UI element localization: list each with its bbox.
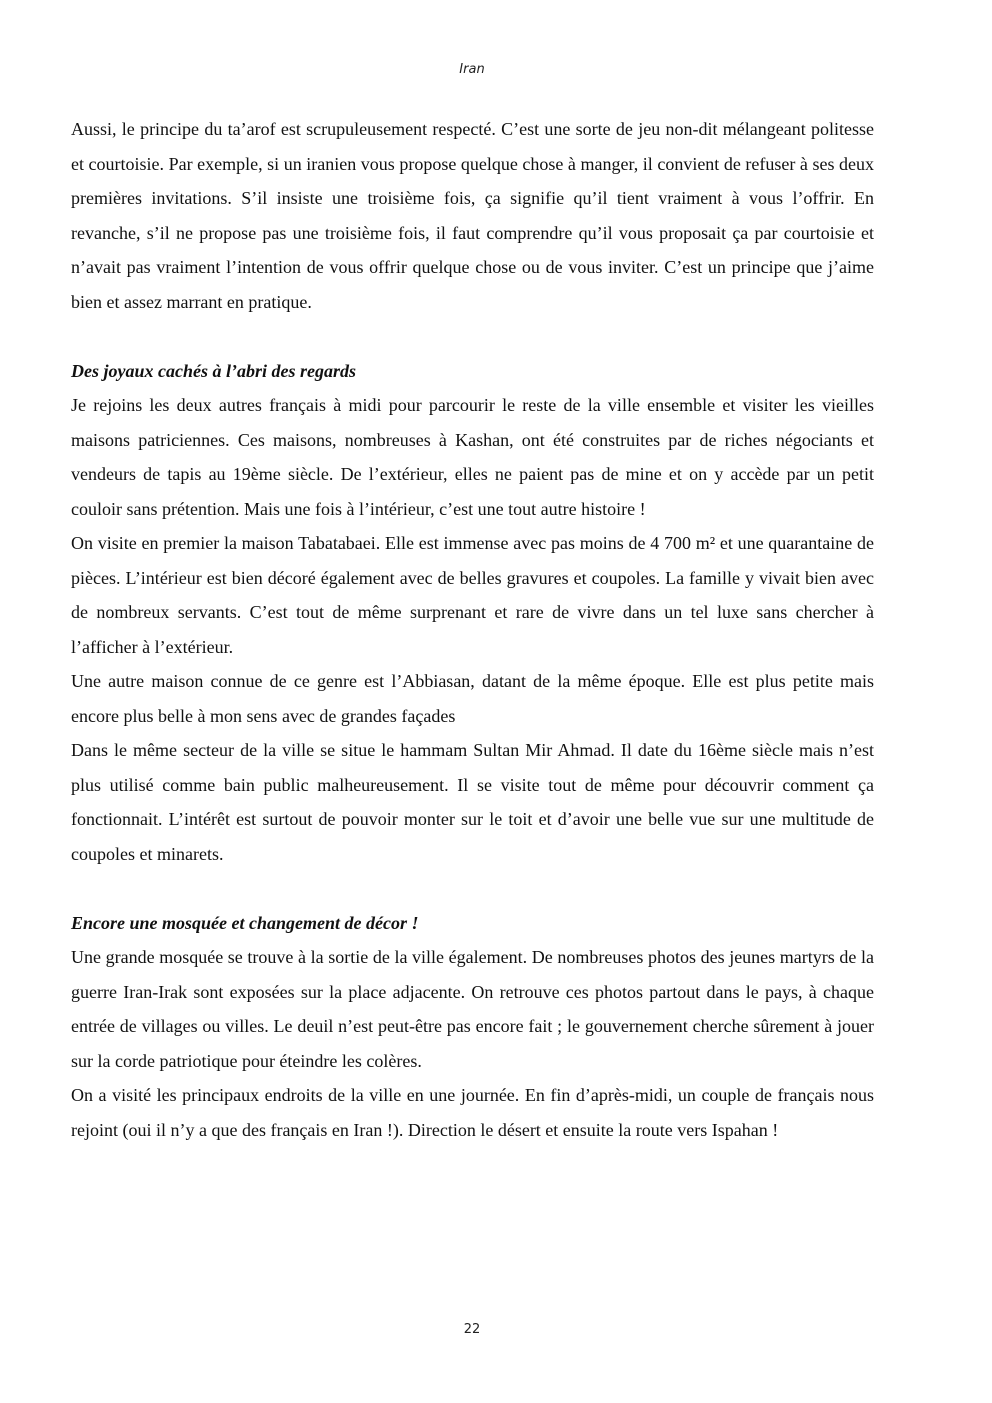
paragraph-mosquee: Une grande mosquée se trouve à la sortie de la ville également. De nombreuses photos des jeunes martyrs de la guerre Iran-Irak sont exposées sur la place adjacente. On retrouve ces photos partout dans le pays, à chaque entrée de villages ou villes. Le deuil n’est peut-être pas encore fait ; le gouvernement cherche sûrement à jouer sur la corde patriotique pour éteindre les colères. bbox=[71, 947, 874, 1071]
paragraph-taarof: Aussi, le principe du ta’arof est scrupuleusement respecté. C’est une sorte de jeu non-dit mélangeant politesse et courtoisie. Par exemple, si un iranien vous propose quelque chose à manger, il convient de refuser à ses deux premières invitations. S’il insiste une troisième fois, ça signifie qu’il tient vraiment à vous l’offrir. En revanche, s’il ne propose pas une troisième fois, il faut comprendre qu’il vous proposait ça par courtoisie et n’avait pas vraiment l’intention de vous offrir quelque chose ou de vous inviter. C’est un principe que j’aime bien et assez marrant en pratique. bbox=[71, 119, 874, 312]
paragraph-tabatabaei: On visite en premier la maison Tabatabaei. Elle est immense avec pas moins de 4 700 m² et une quarantaine de pièces. L’intérieur est bien décoré également avec de belles gravures et coupoles. La famille y vivait bien avec de nombreux servants. C’est tout de même surprenant et rare de vivre dans un tel luxe sans chercher à l’afficher à l’extérieur. bbox=[71, 533, 874, 657]
section-spacer bbox=[71, 871, 874, 906]
paragraph-maisons: Je rejoins les deux autres français à midi pour parcourir le reste de la ville ensemble et visiter les vieilles maisons patriciennes. Ces maisons, nombreuses à Kashan, ont été construites par de riches négociants et vendeurs de tapis au 19ème siècle. De l’extérieur, elles ne paient pas de mine et on y accède par un petit couloir sans prétention. Mais une fois à l’intérieur, c’est une tout autre histoire ! bbox=[71, 395, 874, 519]
section-heading-mosquee: Encore une mosquée et changement de décor ! bbox=[71, 912, 419, 933]
paragraph-abbiasan: Une autre maison connue de ce genre est l’Abbiasan, datant de la même époque. Elle est plus petite mais encore plus belle à mon sens avec de grandes façades bbox=[71, 671, 874, 726]
page-number: 22 bbox=[463, 1322, 481, 1337]
document-body bbox=[71, 112, 874, 1147]
section-spacer bbox=[71, 319, 874, 354]
paragraph-journee: On a visité les principaux endroits de la ville en une journée. En fin d’après-midi, un couple de français nous rejoint (oui il n’y a que des français en Iran !). Direction le désert et ensuite la route vers Ispahan ! bbox=[71, 1085, 874, 1140]
running-header: Iran bbox=[459, 62, 485, 77]
section-heading-joyaux: Des joyaux cachés à l’abri des regards bbox=[71, 360, 356, 381]
paragraph-hammam: Dans le même secteur de la ville se situe le hammam Sultan Mir Ahmad. Il date du 16ème siècle mais n’est plus utilisé comme bain public malheureusement. Il se visite tout de même pour découvrir comment ça fonctionnait. L’intérêt est surtout de pouvoir monter sur le toit et d’avoir une belle vue sur une multitude de coupoles et minarets. bbox=[71, 740, 874, 864]
